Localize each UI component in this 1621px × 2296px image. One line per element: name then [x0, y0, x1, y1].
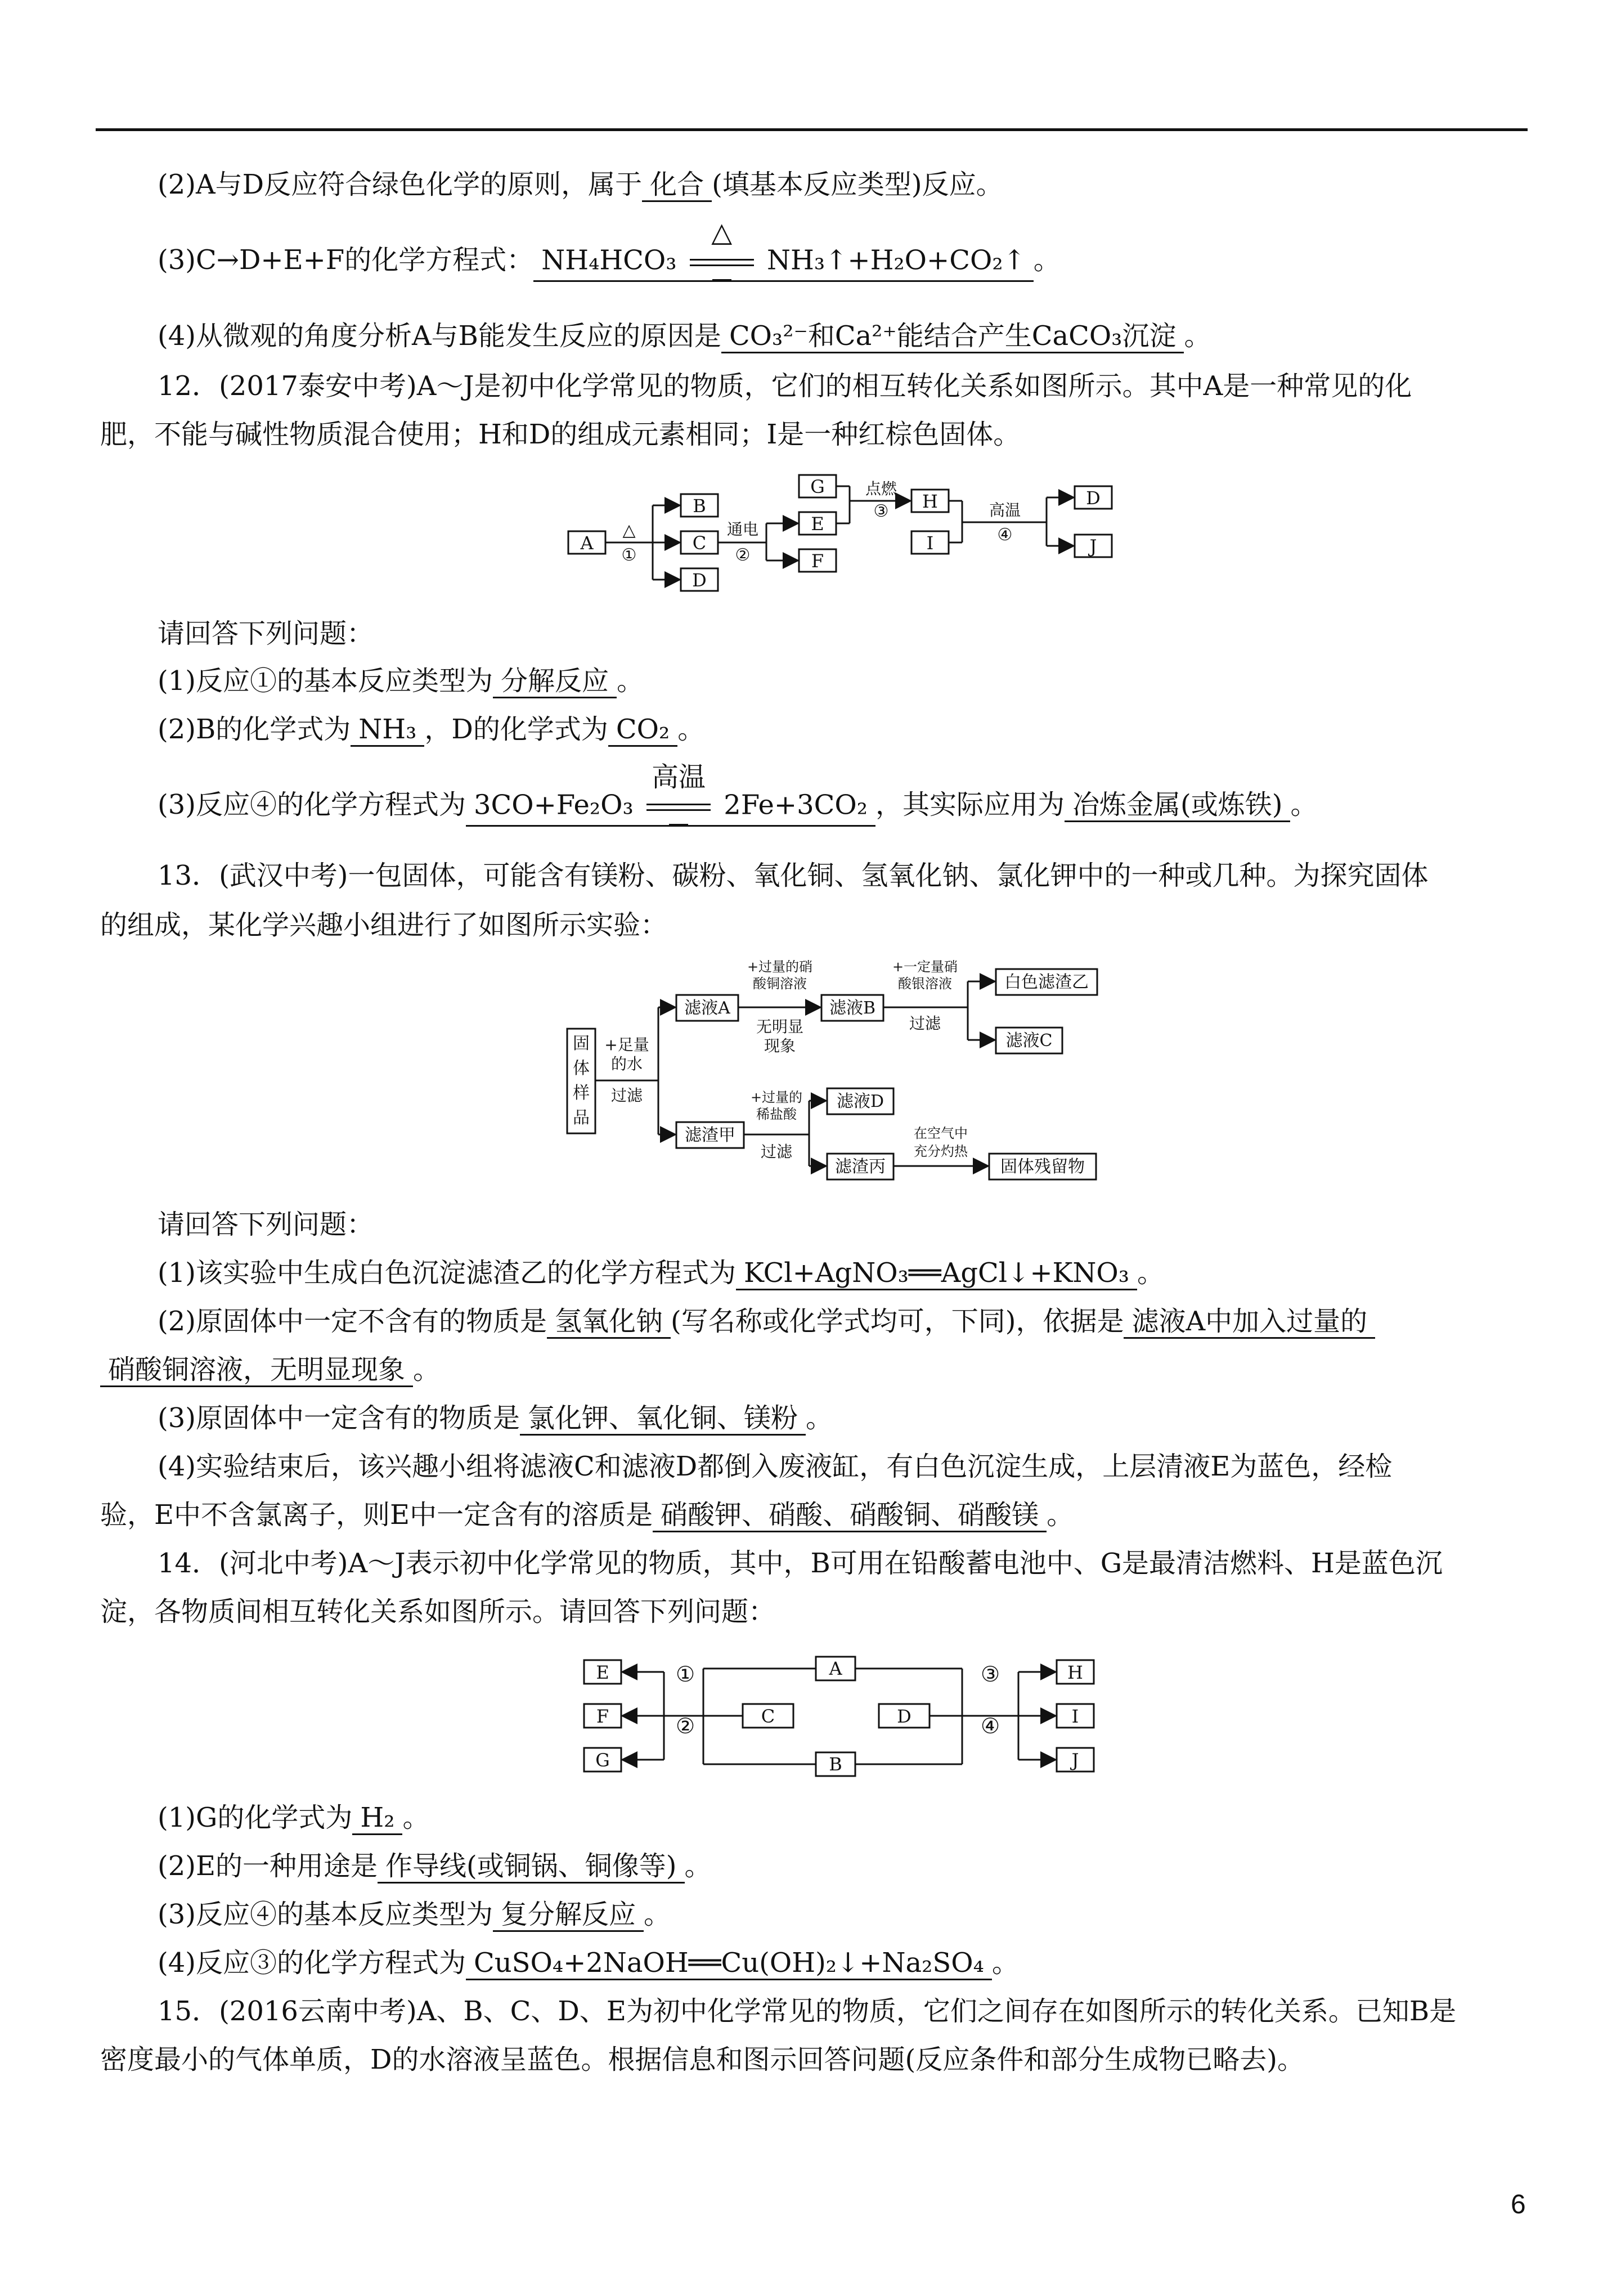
svg-text:H: H: [922, 491, 938, 512]
svg-text:②: ②: [735, 545, 751, 565]
svg-text:滤液A: 滤液A: [684, 998, 730, 1018]
svg-text:△: △: [622, 521, 636, 540]
q14-diagram: [580, 1649, 1114, 1784]
answer-blank: 硝酸铜溶液，无明显现象: [100, 1354, 413, 1387]
svg-text:③: ③: [980, 1662, 1000, 1687]
svg-text:H: H: [1067, 1662, 1083, 1683]
answer-blank: NH₄HCO₃ △ NH₃↑+H₂O+CO₂↑: [533, 244, 1034, 282]
q13-part1: (1)该实验中生成白色沉淀滤渣乙的化学方程式为 KCl+AgNO₃══AgCl↓+KNO₃ 。: [158, 1255, 1164, 1291]
svg-text:固: 固: [573, 1034, 590, 1053]
svg-text:C: C: [692, 532, 707, 554]
svg-text:G: G: [810, 476, 825, 497]
q13-part2: (2)原固体中一定不含有的物质是 氢氧化钠 (写名称或化学式均可，下同)，依据是 滤液A中加入过量的: [158, 1303, 1375, 1339]
svg-text:滤渣丙: 滤渣丙: [835, 1157, 886, 1177]
svg-text:酸银溶液: 酸银溶液: [898, 976, 952, 992]
svg-text:③: ③: [873, 501, 889, 521]
q12-stem-line1: 12．(2017泰安中考)A～J是初中化学常见的物质，它们的相互转化关系如图所示。其中A是一种常见的化: [158, 370, 1412, 402]
q13-stem-line1: 13．(武汉中考)一包固体，可能含有镁粉、碳粉、氧化铜、氢氧化钠、氯化钾中的一种或几种。为探究固体: [158, 860, 1429, 891]
q13-ask: 请回答下列问题：: [158, 1209, 374, 1240]
svg-text:点燃: 点燃: [865, 479, 897, 498]
svg-text:C: C: [761, 1706, 775, 1727]
q13-part2-cont: 硝酸铜溶液，无明显现象 。: [100, 1352, 440, 1388]
svg-text:的水: 的水: [610, 1055, 643, 1073]
answer-blank: H₂: [352, 1802, 402, 1835]
svg-text:I: I: [926, 532, 934, 554]
svg-text:D: D: [897, 1706, 911, 1727]
svg-text:滤渣甲: 滤渣甲: [685, 1125, 735, 1145]
answer-blank: KCl+AgNO₃══AgCl↓+KNO₃: [736, 1257, 1137, 1290]
q14-part4: (4)反应③的化学方程式为 CuSO₄+2NaOH══Cu(OH)₂↓+Na₂SO₄ 。: [158, 1945, 1019, 1981]
svg-text:B: B: [693, 495, 706, 517]
svg-text:酸铜溶液: 酸铜溶液: [753, 976, 807, 992]
svg-text:A: A: [829, 1658, 842, 1679]
svg-text:在空气中: 在空气中: [914, 1125, 968, 1141]
svg-text:+过量的: +过量的: [750, 1089, 803, 1105]
answer-blank: 滤液A中加入过量的: [1124, 1306, 1375, 1339]
svg-text:I: I: [1071, 1706, 1079, 1727]
svg-text:现象: 现象: [764, 1037, 796, 1055]
answer-blank: 硝酸钾、硝酸、硝酸铜、硝酸镁: [653, 1499, 1047, 1532]
svg-text:F: F: [596, 1706, 609, 1727]
q13-part4: (4)实验结束后，该兴趣小组将滤液C和滤液D都倒入废液缸，有白色沉淀生成，上层清液E为蓝色，经检: [158, 1451, 1393, 1482]
svg-text:样: 样: [573, 1083, 590, 1103]
svg-text:①: ①: [675, 1662, 695, 1687]
answer-blank: CO₃²⁻和Ca²⁺能结合产生CaCO₃沉淀: [721, 320, 1184, 353]
svg-text:通电: 通电: [726, 520, 759, 539]
q14-part3: (3)反应④的基本反应类型为 复分解反应 。: [158, 1896, 671, 1932]
answer-blank: 氢氧化钠: [547, 1306, 671, 1339]
svg-text:固体残留物: 固体残留物: [1000, 1157, 1085, 1177]
q13-part3: (3)原固体中一定含有的物质是 氯化钾、氧化铜、镁粉 。: [158, 1400, 833, 1436]
q12-part3: (3)反应④的化学方程式为 3CO+Fe₂O₃ 高温 2Fe+3CO₂ ，其实际应用为 冶炼金属(或炼铁) 。: [158, 787, 1318, 827]
top-rule: [96, 128, 1528, 131]
q11-part2: (2)A与D反应符合绿色化学的原则，属于 化合 (填基本反应类型)反应。: [158, 167, 1003, 203]
page-number: 6: [1511, 2190, 1526, 2219]
svg-text:J: J: [1071, 1750, 1079, 1771]
q11-part4: (4)从微观的角度分析A与B能发生反应的原因是 CO₃²⁻和Ca²⁺能结合产生CaCO₃沉淀 。: [158, 318, 1211, 354]
answer-blank: 复分解反应: [493, 1899, 644, 1932]
answer-blank: 氯化钾、氧化铜、镁粉: [520, 1402, 806, 1436]
svg-text:G: G: [595, 1750, 610, 1771]
svg-text:+足量: +足量: [604, 1035, 649, 1054]
answer-blank: 分解反应: [493, 665, 617, 698]
q11-part3: (3)C→D+E+F的化学方程式： NH₄HCO₃ △ NH₃↑+H₂O+CO₂↑ 。: [158, 242, 1061, 282]
q12-part1: (1)反应①的基本反应类型为 分解反应 。: [158, 663, 644, 699]
answer-blank: CO₂: [608, 714, 677, 747]
svg-text:A: A: [580, 532, 594, 554]
svg-text:过滤: 过滤: [909, 1014, 941, 1033]
q15-stem-line1: 15．(2016云南中考)A、B、C、D、E为初中化学常见的物质，它们之间存在如图所示的转化关系。已知B是: [158, 1995, 1457, 2027]
svg-text:J: J: [1089, 536, 1097, 557]
answer-blank: 作导线(或铜锅、铜像等): [378, 1850, 684, 1884]
q12-ask: 请回答下列问题：: [158, 618, 374, 649]
answer-blank: NH₃: [351, 714, 424, 747]
q14-part2: (2)E的一种用途是 作导线(或铜锅、铜像等) 。: [158, 1848, 712, 1884]
svg-text:滤液C: 滤液C: [1005, 1031, 1053, 1051]
svg-text:②: ②: [675, 1714, 695, 1738]
svg-text:④: ④: [997, 525, 1013, 545]
svg-text:体: 体: [573, 1059, 590, 1078]
svg-text:+一定量硝: +一定量硝: [892, 959, 958, 975]
svg-text:D: D: [692, 569, 707, 591]
svg-text:稀盐酸: 稀盐酸: [756, 1106, 797, 1122]
q14-stem-line1: 14．(河北中考)A～J表示初中化学常见的物质，其中，B可用在铅酸蓄电池中、G是最清洁燃料、H是蓝色沉: [158, 1548, 1443, 1579]
q12-part2: (2)B的化学式为 NH₃ ，D的化学式为 CO₂ 。: [158, 711, 704, 747]
answer-blank: CuSO₄+2NaOH══Cu(OH)₂↓+Na₂SO₄: [466, 1947, 992, 1980]
q12-stem-line2: 肥，不能与碱性物质混合使用；H和D的组成元素相同；I是一种红棕色固体。: [100, 419, 1021, 450]
svg-text:E: E: [596, 1662, 609, 1683]
svg-text:滤液D: 滤液D: [836, 1092, 884, 1111]
answer-blank: 化合: [642, 169, 712, 202]
q15-stem-line2: 密度最小的气体单质，D的水溶液呈蓝色。根据信息和图示回答问题(反应条件和部分生成物已略去)。: [100, 2044, 1304, 2075]
svg-text:充分灼热: 充分灼热: [914, 1143, 968, 1159]
svg-text:④: ④: [980, 1714, 1000, 1738]
svg-text:高温: 高温: [989, 501, 1021, 519]
q14-part1: (1)G的化学式为 H₂ 。: [158, 1800, 429, 1836]
svg-text:品: 品: [573, 1108, 590, 1128]
svg-text:B: B: [829, 1754, 842, 1775]
svg-text:滤液B: 滤液B: [829, 998, 876, 1018]
q13-stem-line2: 的组成，某化学兴趣小组进行了如图所示实验：: [100, 909, 668, 941]
answer-blank: 3CO+Fe₂O₃ 高温 2Fe+3CO₂: [466, 789, 875, 827]
svg-text:①: ①: [621, 545, 637, 565]
q13-part4-cont: 验，E中不含氯离子，则E中一定含有的溶质是 硝酸钾、硝酸、硝酸铜、硝酸镁 。: [100, 1497, 1074, 1533]
svg-text:D: D: [1086, 487, 1101, 509]
svg-text:过滤: 过滤: [610, 1086, 643, 1105]
svg-text:白色滤渣乙: 白色滤渣乙: [1004, 972, 1089, 992]
answer-blank: 冶炼金属(或炼铁): [1065, 789, 1290, 822]
svg-text:过滤: 过滤: [760, 1142, 793, 1161]
q14-stem-line2: 淀，各物质间相互转化关系如图所示。请回答下列问题：: [100, 1596, 776, 1627]
svg-text:+过量的硝: +过量的硝: [747, 959, 813, 975]
q13-diagram: [557, 957, 1120, 1193]
svg-text:F: F: [811, 550, 824, 572]
svg-text:无明显: 无明显: [756, 1017, 804, 1036]
svg-text:E: E: [811, 513, 824, 535]
q12-diagram: [563, 461, 1137, 602]
